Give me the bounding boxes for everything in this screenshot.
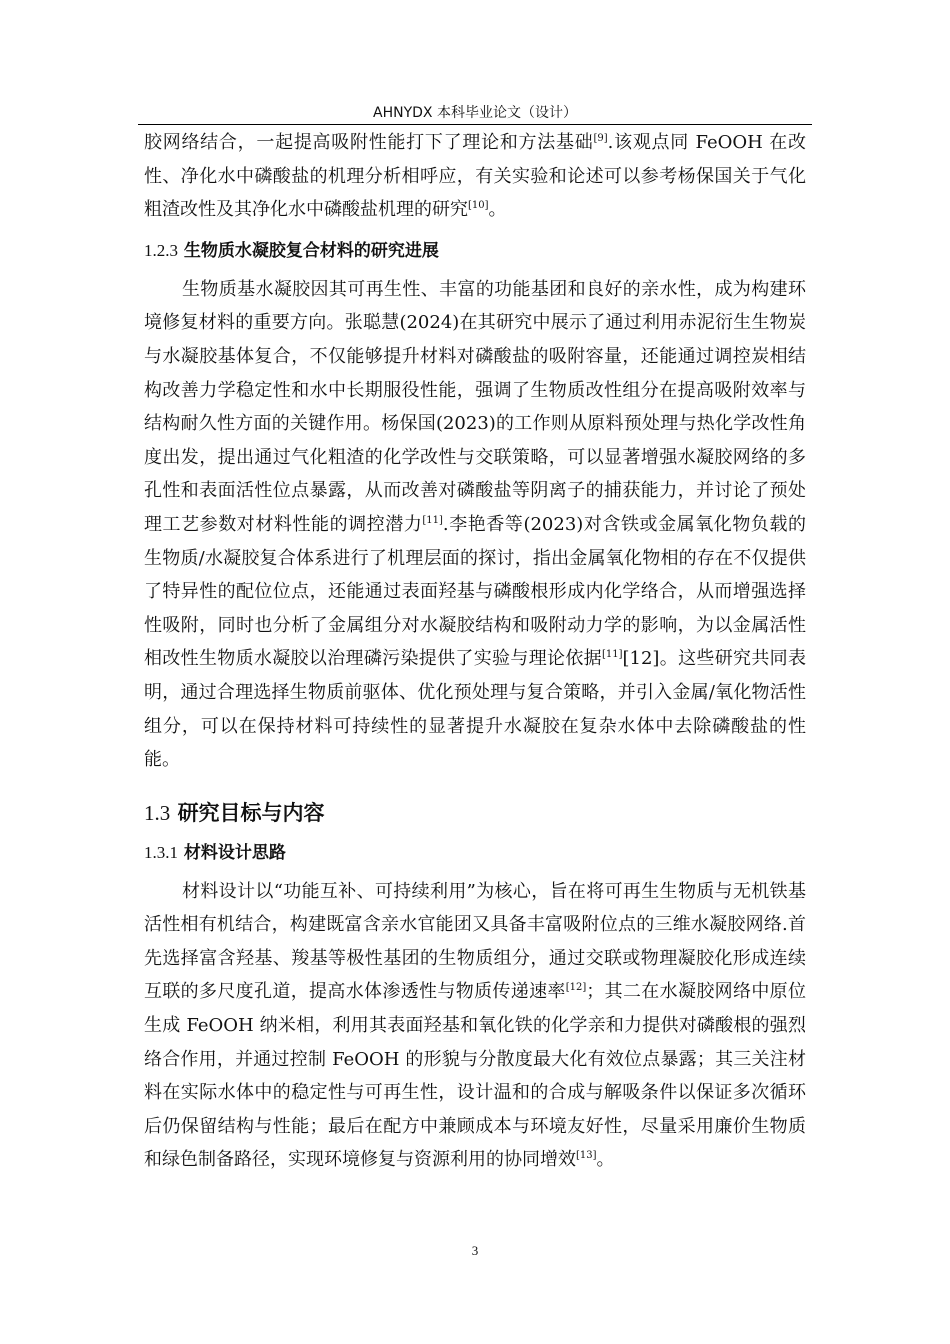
section-heading-1-3-1: 1.3.1 材料设计思路 bbox=[144, 842, 286, 863]
citation-ref: [12] bbox=[565, 982, 587, 994]
citation-ref: [10] bbox=[468, 200, 489, 212]
citation-ref: [13] bbox=[576, 1150, 597, 1162]
header-rule bbox=[138, 124, 812, 125]
citation-ref: [11] bbox=[422, 514, 443, 526]
citation-ref: [11] bbox=[601, 649, 623, 661]
section-heading-1-3: 1.3 研究目标与内容 bbox=[144, 800, 325, 825]
page-body bbox=[144, 126, 806, 1177]
running-header: AHNYDX 本科毕业论文（设计） bbox=[373, 105, 577, 121]
page-number: 3 bbox=[471, 1243, 479, 1258]
citation-ref: [9] bbox=[593, 133, 608, 144]
section-heading-1-2-3: 1.2.3 生物质水凝胶复合材料的研究进展 bbox=[144, 240, 439, 261]
paragraph-continued: 胶网络结合，一起提高吸附性能打下了理论和方法基础[9].该观点同 FeOOH 在改性、净化水中磷酸盐的机理分析相呼应，有关实验和论述可以参考杨保国关于气化粗渣改性及其净化水中磷酸盐机理的研究[10]。 bbox=[144, 132, 806, 221]
paragraph-biomass-hydrogel: 生物质基水凝胶因其可再生性、丰富的功能基团和良好的亲水性，成为构建环境修复材料的重要方向。张聪慧(2024)在其研究中展示了通过利用赤泥衍生生物炭与水凝胶基体复合，不仅能够提升材料对磷酸盐的吸附容量，还能通过调控炭相结构改善力学稳定性和水中长期服役性能，强调了生物质改性组分在提高吸附效率与结构耐久性方面的关键作用。杨保国(2023)的工作则从原料预处理与热化学改性角度出发，提出通过气化粗渣的化学改性与交联策略，可以显著增强水凝胶网络的多孔性和表面活性位点暴露，从而改善对磷酸盐等阴离子的捕获能力，并讨论了预处理工艺参数对材料性能的调控潜力[11].李艳香等(2023)对含铁或金属氧化物负载的生物质/水凝胶复合体系进行了机理层面的探讨，指出金属氧化物相的存在不仅提供了特异性的配位位点，还能通过表面羟基与磷酸根形成内化学络合，从而增强选择性吸附，同时也分析了金属组分对水凝胶结构和吸附动力学的影响，为以金属活性相改性生物质水凝胶以治理磷污染提供了实验与理论依据[11][12]。这些研究共同表明，通过合理选择生物质前驱体、优化预处理与复合策略，并引入金属/氧化物活性组分，可以在保持材料可持续性的显著提升水凝胶在复杂水体中去除磷酸盐的性能。 bbox=[144, 278, 806, 771]
paragraph-material-design: 材料设计以“功能互补、可持续利用”为核心，旨在将可再生生物质与无机铁基活性相有机结合，构建既富含亲水官能团又具备丰富吸附位点的三维水凝胶网络.首先选择富含羟基、羧基等极性基团的生物质组分，通过交联或物理凝胶化形成连续互联的多尺度孔道，提高水体渗透性与物质传递速率[12]；其二在水凝胶网络中原位生成 FeOOH 纳米相，利用其表面羟基和氧化铁的化学亲和力提供对磷酸根的强烈络合作用，并通过控制 FeOOH 的形貌与分散度最大化有效位点暴露；其三关注材料在实际水体中的稳定性与可再生性，设计温和的合成与解吸条件以保证多次循环后仍保留结构与性能；最后在配方中兼顾成本与环境友好性，尽量采用廉价生物质和绿色制备路径，实现环境修复与资源利用的协同增效[13]。 bbox=[144, 880, 807, 1171]
